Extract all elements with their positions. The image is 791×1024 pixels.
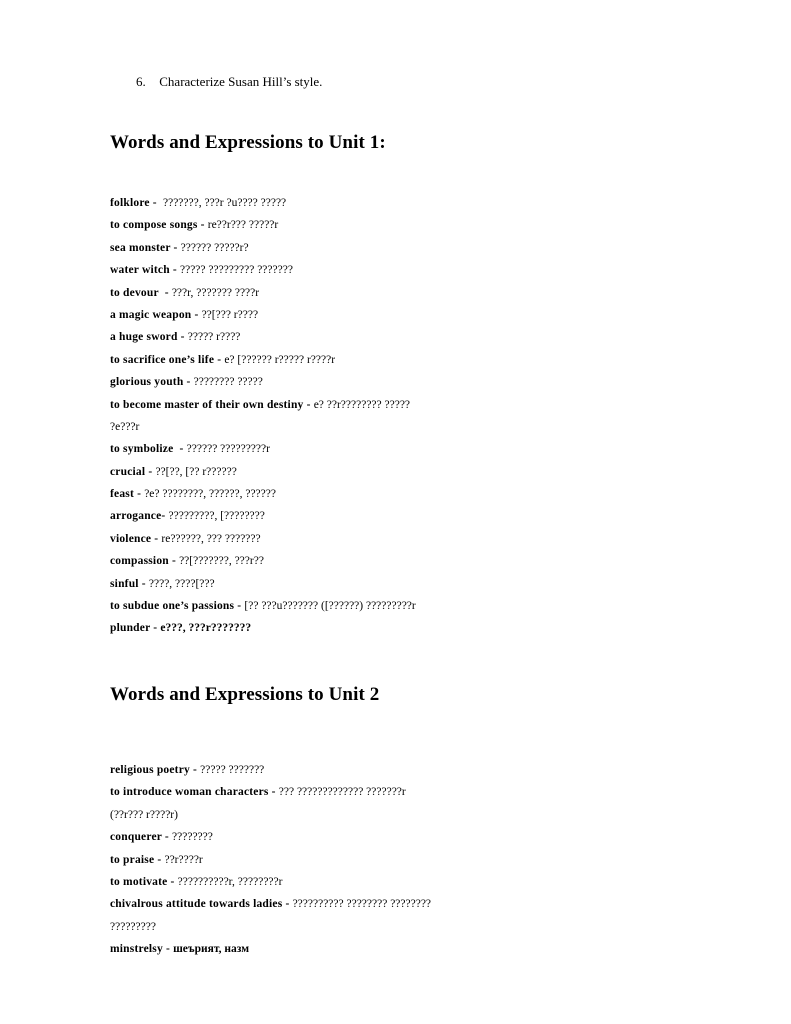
entry-translation: ???????? ????? xyxy=(193,376,263,389)
glossary-entry xyxy=(110,465,416,487)
entry-translation: ??????????r, ????????r xyxy=(177,875,283,888)
entry-translation: ?e? ????????, ??????, ?????? xyxy=(144,488,276,501)
entry-separator: - xyxy=(138,577,149,590)
entry-term: a magic weapon xyxy=(110,308,192,321)
glossary-entry xyxy=(110,308,416,330)
entry-term: to symbolize xyxy=(110,443,174,456)
unit1-heading: Words and Expressions to Unit 1: xyxy=(110,132,386,153)
entry-term: to devour xyxy=(110,286,159,299)
entry-term: arrogance xyxy=(110,510,162,523)
entry-separator: - xyxy=(173,443,187,456)
entry-term: chivalrous attitude towards ladies xyxy=(110,898,283,911)
entry-translation: ???????? xyxy=(172,831,213,844)
entry-translation: ????, ????[??? xyxy=(148,577,215,590)
entry-separator: - xyxy=(161,510,169,523)
glossary-entry xyxy=(110,554,416,576)
glossary-entry xyxy=(110,599,416,621)
entry-separator: - xyxy=(303,398,314,411)
entry-term: to become master of their own destiny xyxy=(110,398,304,411)
entry-separator: - xyxy=(183,376,194,389)
question-number: 6. xyxy=(136,74,146,89)
entry-term: sea monster xyxy=(110,241,171,254)
entry-separator: - xyxy=(189,764,201,776)
entry-term: feast xyxy=(110,488,134,501)
entry-term: glorious youth xyxy=(110,376,184,389)
entry-translation: ?????? ?????????r xyxy=(186,443,270,456)
entry-translation: ??[??, [?? r?????? xyxy=(155,465,237,478)
entry-term: compassion xyxy=(110,555,169,568)
entry-separator: - xyxy=(161,831,173,844)
entry-term: religious poetry xyxy=(110,764,190,776)
entry-separator: - xyxy=(169,264,180,277)
entry-term: to compose songs xyxy=(110,219,198,232)
entry-separator: - xyxy=(177,331,188,344)
entry-translation: ??[??? r???? xyxy=(201,308,259,321)
glossary-entry xyxy=(110,330,416,352)
entry-separator: - xyxy=(170,241,181,254)
glossary-entry xyxy=(110,398,416,420)
glossary-entry xyxy=(110,942,431,964)
entry-separator: - xyxy=(149,197,163,209)
glossary-entry xyxy=(110,218,416,240)
entry-translation: e? ??r???????? ????? xyxy=(313,398,411,411)
entry-translation: ?????? ?????r? xyxy=(180,241,249,254)
entry-separator: - xyxy=(214,353,225,366)
entry-translation: ??r????r xyxy=(164,853,203,866)
entry-term: to introduce woman characters xyxy=(110,786,269,799)
entry-translation: e???, ???r??????? xyxy=(160,622,252,635)
entry-continuation: ????????? xyxy=(110,920,156,933)
entry-term: to motivate xyxy=(110,875,168,888)
entry-translation: e? [?????? r????? r????r xyxy=(224,353,336,366)
glossary-entry xyxy=(110,808,431,830)
glossary-entry xyxy=(110,353,416,375)
entry-separator: - xyxy=(168,555,180,568)
entry-separator: - xyxy=(151,532,162,545)
entry-term: violence xyxy=(110,532,152,545)
glossary-entry xyxy=(110,577,416,599)
entry-continuation: (??r??? r????r) xyxy=(110,808,178,821)
entry-term: to praise xyxy=(110,853,155,866)
glossary-entry xyxy=(110,875,431,897)
glossary-entry xyxy=(110,621,416,643)
entry-term: minstrelsy xyxy=(110,943,163,956)
glossary-entry xyxy=(110,263,416,285)
entry-separator: - xyxy=(234,600,245,613)
entry-translation: шеърият, назм xyxy=(173,943,250,956)
glossary-entry xyxy=(110,532,416,554)
glossary-entry xyxy=(110,763,431,785)
entry-separator: - xyxy=(197,219,208,232)
entry-translation: ??[???????, ???r?? xyxy=(179,555,264,568)
entry-term: to sacrifice one’s life xyxy=(110,353,215,366)
glossary-entry xyxy=(110,286,416,308)
entry-translation: ?????????? ???????? ???????? xyxy=(292,898,432,911)
entry-term: conquerer xyxy=(110,831,162,844)
entry-separator: - xyxy=(191,308,202,321)
entry-translation: ?????????, [???????? xyxy=(168,510,265,523)
question-text: Characterize Susan Hill’s style. xyxy=(159,74,323,89)
glossary-entry xyxy=(110,920,431,942)
entry-term: water witch xyxy=(110,264,170,277)
entry-term: plunder xyxy=(110,622,151,635)
entry-translation: ??? ????????????? ???????r xyxy=(278,786,406,799)
entry-translation: ????? ????????? ??????? xyxy=(179,264,293,277)
entry-separator: - xyxy=(134,488,145,501)
entry-separator: - xyxy=(154,853,165,866)
question-item xyxy=(136,74,322,90)
glossary-entry xyxy=(110,509,416,531)
entry-continuation: ?e???r xyxy=(110,420,140,433)
entry-separator: - xyxy=(282,898,293,911)
entry-separator: - xyxy=(150,622,161,635)
entry-translation: ????? ??????? xyxy=(200,764,265,776)
entry-translation: [?? ???u??????? ([??????) ?????????r xyxy=(244,600,416,613)
glossary-entry xyxy=(110,241,416,263)
glossary-entry xyxy=(110,375,416,397)
glossary-entry xyxy=(110,897,431,919)
entry-translation: re??????, ??? ??????? xyxy=(161,532,261,545)
glossary-entry xyxy=(110,785,431,807)
entry-term: sinful xyxy=(110,577,139,590)
entry-separator: - xyxy=(268,786,279,799)
glossary-entry xyxy=(110,830,431,852)
entry-translation: ???r, ??????? ????r xyxy=(171,286,260,299)
entry-separator: - xyxy=(167,875,178,888)
glossary-entry xyxy=(110,420,416,442)
entry-translation: ????? r???? xyxy=(187,331,241,344)
glossary-entry xyxy=(110,853,431,875)
entry-separator: - xyxy=(162,943,174,956)
entry-term: folklore xyxy=(110,197,150,209)
entry-translation: re??r??? ?????r xyxy=(207,219,279,232)
entry-separator: - xyxy=(158,286,172,299)
entry-term: crucial xyxy=(110,465,146,478)
glossary-entry xyxy=(110,487,416,509)
entry-term: to subdue one’s passions xyxy=(110,600,235,613)
unit1-glossary xyxy=(110,196,416,644)
entry-translation: ???????, ???r ?u???? ????? xyxy=(162,197,287,209)
entry-separator: - xyxy=(145,465,156,478)
unit2-glossary xyxy=(110,763,431,965)
unit2-heading: Words and Expressions to Unit 2 xyxy=(110,684,380,705)
glossary-entry xyxy=(110,196,416,218)
entry-term: a huge sword xyxy=(110,331,178,344)
glossary-entry xyxy=(110,442,416,464)
